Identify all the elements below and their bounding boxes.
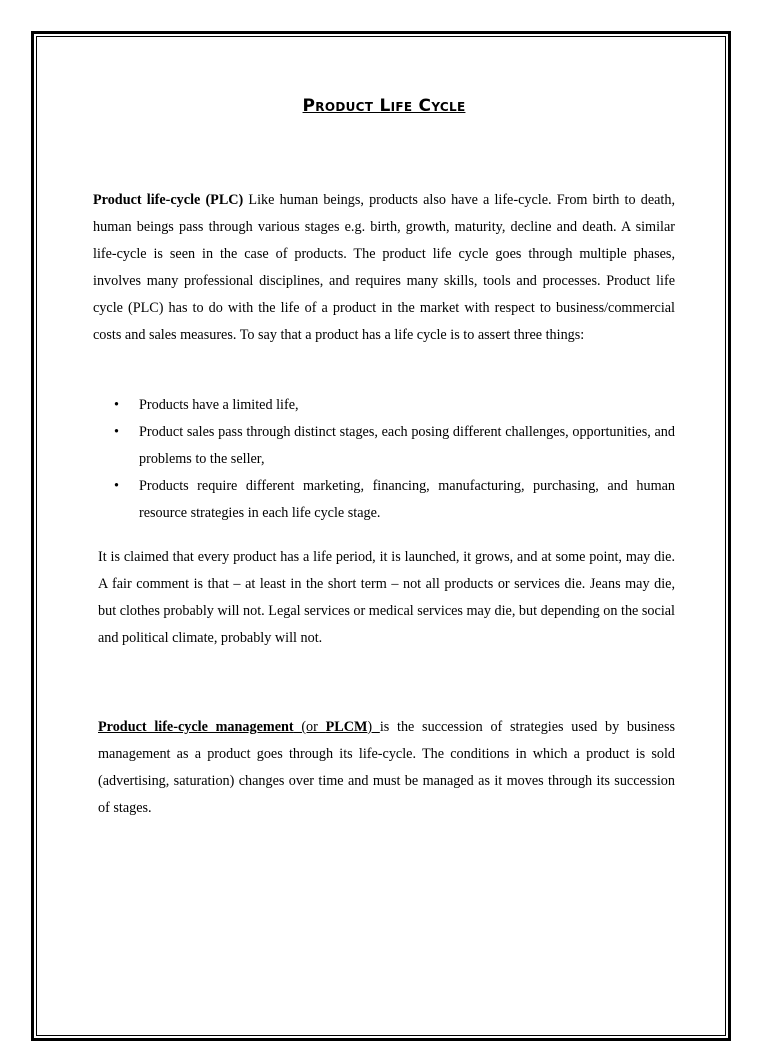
bullet-marker: • bbox=[114, 397, 119, 413]
plcm-underlined-heading bbox=[98, 719, 380, 735]
bullet-text: Product sales pass through distinct stages, each posing different challenges, opportunities, and problems to the seller, bbox=[139, 424, 675, 467]
bullet-list bbox=[93, 392, 675, 527]
intro-text: Like human beings, products also have a life-cycle. From birth to death, human beings pass through various stages e.g. birth, growth, maturity, decline and death. A similar life-cycle is seen in the case of products. The product life cycle goes through multiple phases, involves many professional disciplines, and requires many skills, tools and processes. Product life cycle (PLC) has to do with the life of a product in the market with respect to business/commercial costs and sales measures. To say that a product has a life cycle is to assert three things: bbox=[93, 192, 675, 343]
bullet-marker: • bbox=[114, 478, 119, 494]
plcm-paragraph bbox=[98, 714, 675, 822]
bullet-text: Products have a limited life, bbox=[139, 397, 299, 413]
page-title: Product Life Cycle bbox=[302, 96, 466, 116]
intro-paragraph bbox=[93, 187, 675, 349]
intro-lead: Product life-cycle (PLC) bbox=[93, 192, 244, 208]
plcm-open: (or bbox=[293, 719, 326, 735]
list-item bbox=[93, 392, 675, 419]
plcm-lead: Product life-cycle management bbox=[98, 719, 294, 735]
list-item bbox=[93, 473, 675, 527]
bullet-text: Products require different marketing, financing, manufacturing, purchasing, and human resource strategies in each life cycle stage. bbox=[139, 478, 675, 521]
plcm-abbr: PLCM bbox=[325, 719, 368, 735]
plcm-close: ) bbox=[367, 719, 380, 735]
claim-paragraph: It is claimed that every product has a life period, it is launched, it grows, and at some point, may die. A fair comment is that – at least in the short term – not all products or services die. Jeans may die, but clothes probably will not. Legal services or medical services may die, but depending on the social and political climate, probably will not. bbox=[98, 549, 675, 646]
bullet-marker: • bbox=[114, 424, 119, 440]
plcm-text: is the succession of strategies used by business management as a product goes through its life-cycle. The conditions in which a product is sold (advertising, saturation) changes over time and must be managed as it moves through its succession of stages. bbox=[98, 719, 675, 816]
list-item bbox=[93, 419, 675, 473]
page-border-inner bbox=[36, 36, 726, 1036]
